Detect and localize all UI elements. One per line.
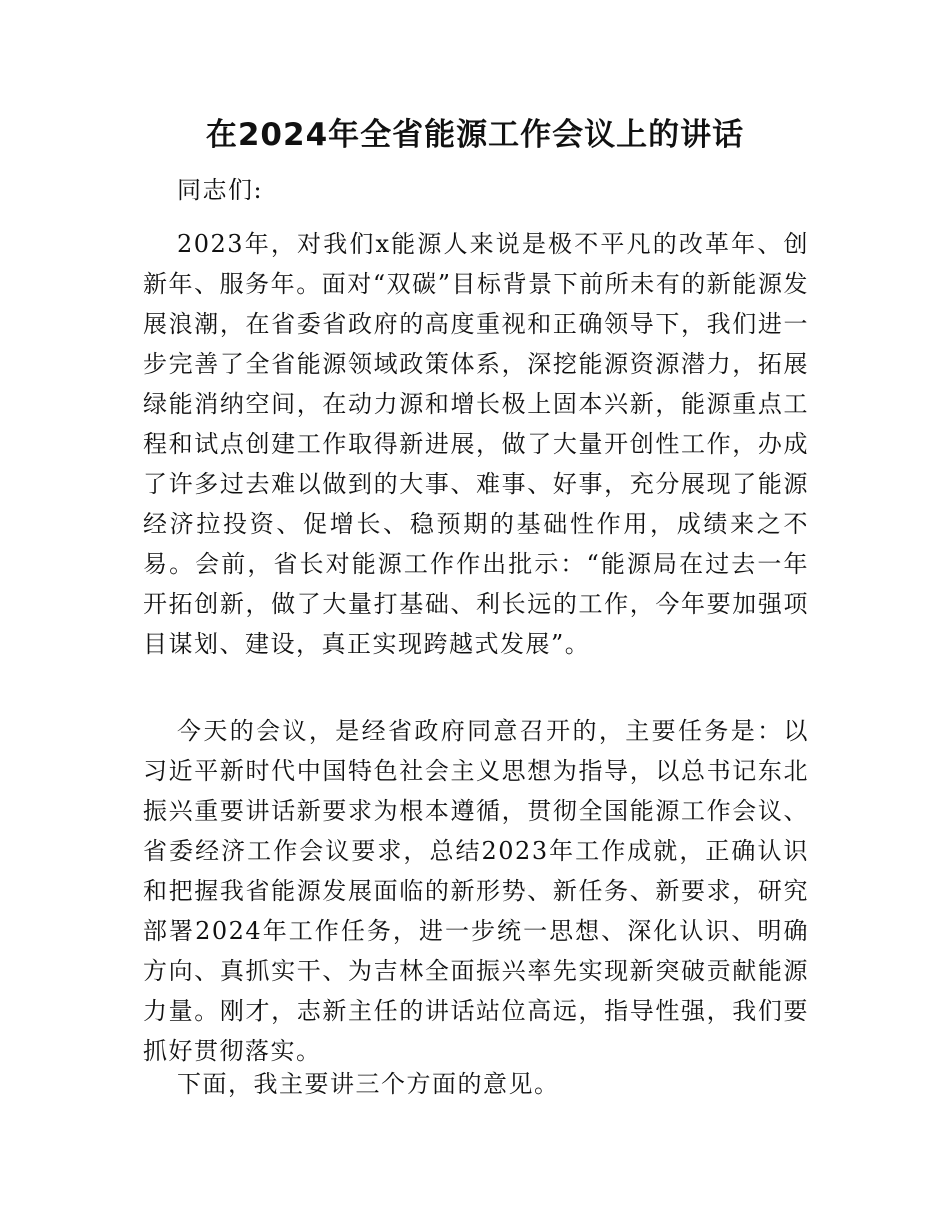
paragraph-1: 2023年，对我们x能源人来说是极不平凡的改革年、创新年、服务年。面对“双碳”目标背景下前所未有的新能源发展浪潮，在省委省政府的高度重视和正确领导下，我们进一步完善了全省能源领域政策体系，深挖能源资源潜力，拓展绿能消纳空间，在动力源和增长极上固本兴新，能源重点工程和试点创建工作取得新进展，做了大量开创性工作，办成了许多过去难以做到的大事、难事、好事，充分展现了能源经济拉投资、促增长、稳预期的基础性作用，成绩来之不易。会前，省长对能源工作作出批示：“能源局在过去一年开拓创新，做了大量打基础、利长远的工作，今年要加强项目谋划、建设，真正实现跨越式发展”。 — [143, 230, 809, 658]
paragraph-2: 今天的会议，是经省政府同意召开的，主要任务是：以习近平新时代中国特色社会主义思想为指导，以总书记东北振兴重要讲话新要求为根本遵循，贯彻全国能源工作会议、省委经济工作会议要求，总结2023年工作成就，正确认识和把握我省能源发展面临的新形势、新任务、新要求，研究部署2024年工作任务，进一步统一思想、深化认识、明确方向、真抓实干、为吉林全面振兴率先实现新突破贡献能源力量。刚才，志新主任的讲话站位高远，指导性强，我们要抓好贯彻落实。 — [143, 717, 809, 1065]
salutation: 同志们: — [177, 176, 264, 204]
document-title: 在2024年全省能源工作会议上的讲话 — [205, 117, 745, 153]
paragraph-3: 下面，我主要讲三个方面的意见。 — [177, 1070, 560, 1098]
